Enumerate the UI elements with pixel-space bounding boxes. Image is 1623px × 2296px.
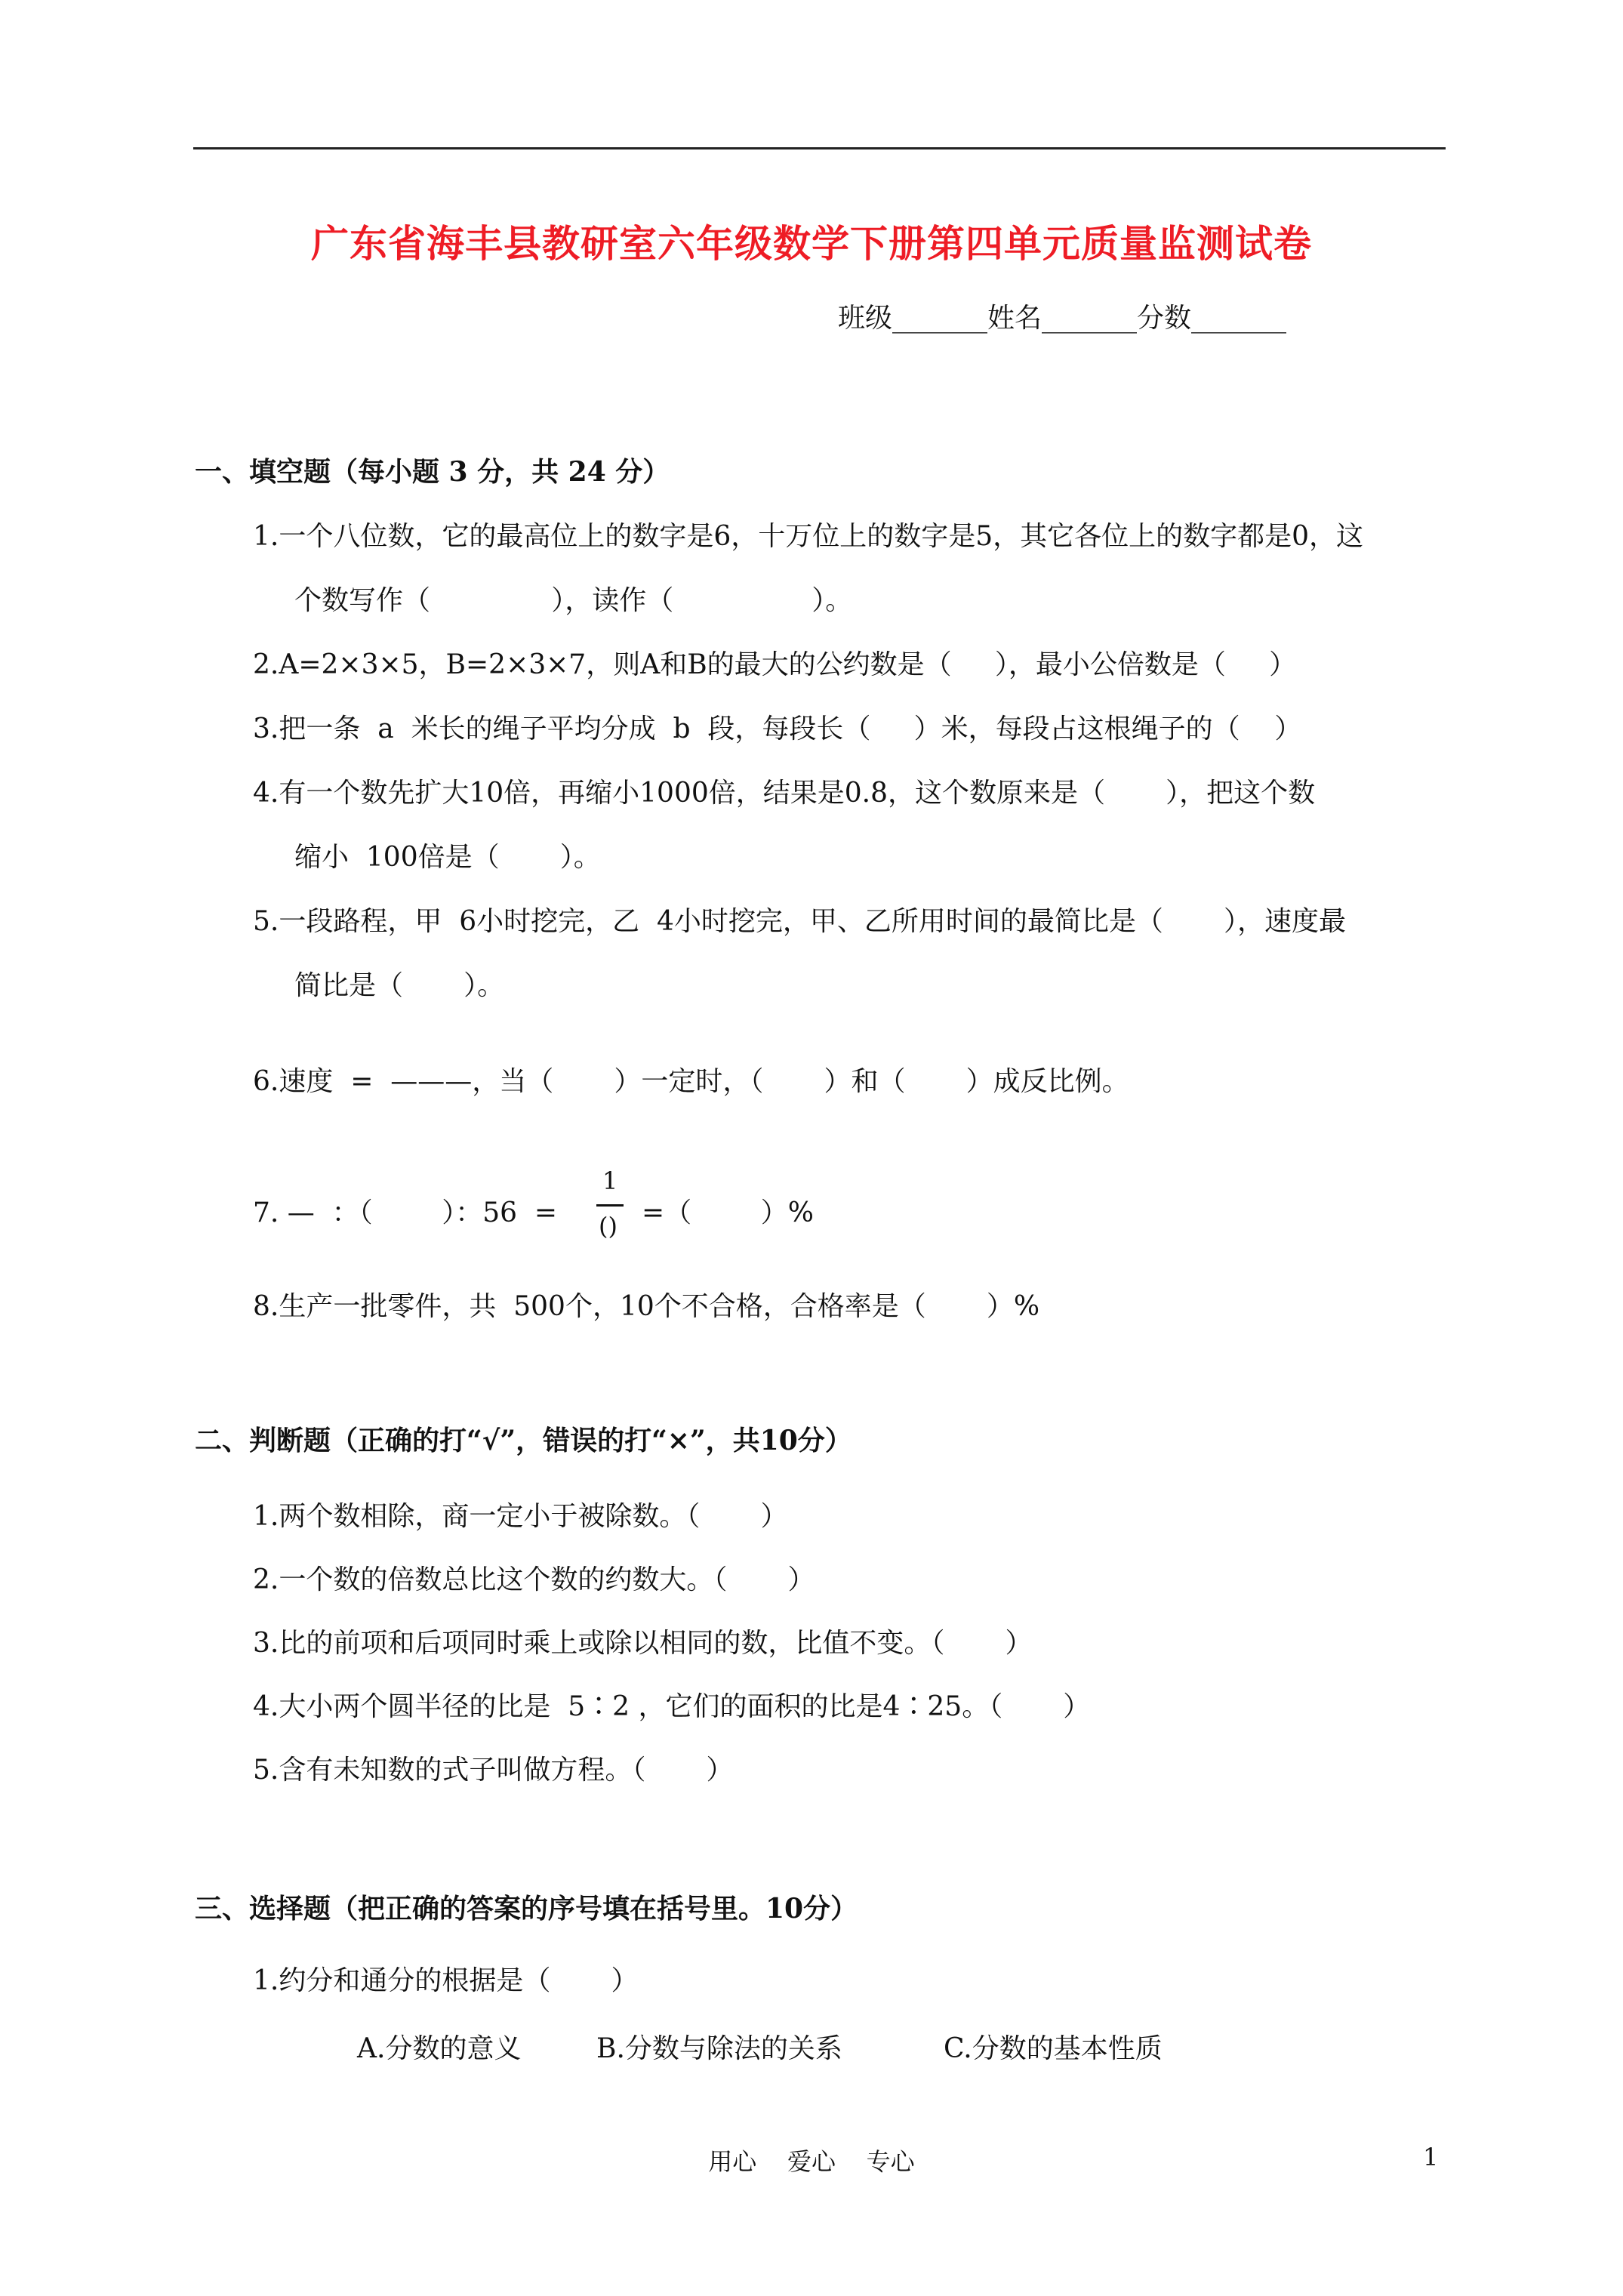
header-rule xyxy=(193,147,1446,149)
question-1-2: 2.A=2×3×5，B=2×3×7，则A和B的最大的公约数是（ ），最小公倍数是（ ） xyxy=(253,649,1297,680)
section-2-heading: 二、判断题（正确的打“√”，错误的打“×”，共10分） xyxy=(195,1425,852,1456)
question-1-7-fraction-denominator: () xyxy=(599,1212,617,1240)
question-2-5: 5.含有未知数的式子叫做方程。（ ） xyxy=(253,1755,734,1786)
question-2-1: 1.两个数相除，商一定小于被除数。（ ） xyxy=(253,1501,788,1532)
question-1-7-left: 7. — ：（ ）：56 = xyxy=(253,1197,558,1228)
question-3-1: 1.约分和通分的根据是（ ） xyxy=(253,1965,639,1996)
footer-motto: 用心 爱心 专心 xyxy=(708,2147,915,2176)
section-1-heading: 一、填空题（每小题 3 分，共 24 分） xyxy=(195,456,670,488)
question-1-4-line-1: 4.有一个数先扩大10倍，再缩小1000倍，结果是0.8，这个数原来是（ ），把这个数 xyxy=(253,778,1316,809)
question-1-7-fraction-numerator: 1 xyxy=(602,1166,618,1195)
question-1-5-line-2: 简比是（ ）。 xyxy=(294,970,505,1001)
question-1-8: 8.生产一批零件，共 500个，10个不合格，合格率是（ ）% xyxy=(253,1291,1040,1322)
question-1-6: 6.速度 = ———，当（ ）一定时，（ ）和（ ）成反比例。 xyxy=(253,1066,1129,1097)
question-1-1-line-1: 1.一个八位数，它的最高位上的数字是6，十万位上的数字是5，其它各位上的数字都是0，这 xyxy=(253,521,1364,552)
question-1-7-fraction-bar xyxy=(596,1204,624,1207)
question-1-7-right: =（ ）% xyxy=(642,1197,814,1228)
section-3-heading: 三、选择题（把正确的答案的序号填在括号里。10分） xyxy=(195,1893,858,1925)
question-1-1-line-2: 个数写作（ ），读作（ ）。 xyxy=(294,585,853,616)
question-2-2: 2.一个数的倍数总比这个数的约数大。（ ） xyxy=(253,1564,815,1595)
question-3-1-option-a: A.分数的意义 xyxy=(357,2033,522,2064)
page-number: 1 xyxy=(1423,2143,1439,2171)
page-title: 广东省海丰县教研室六年级数学下册第四单元质量监测试卷 xyxy=(311,221,1312,266)
student-info-fields: 班级_______姓名_______分数_______ xyxy=(838,303,1287,334)
question-3-1-option-c: C.分数的基本性质 xyxy=(944,2033,1163,2064)
question-3-1-option-b: B.分数与除法的关系 xyxy=(596,2033,842,2064)
question-2-4: 4.大小两个圆半径的比是 5∶2 ，它们的面积的比是4∶25。（ ） xyxy=(253,1691,1091,1722)
question-1-3: 3.把一条 a 米长的绳子平均分成 b 段，每段长（ ）米，每段占这根绳子的（ ） xyxy=(253,713,1302,744)
question-2-3: 3.比的前项和后项同时乘上或除以相同的数，比值不变。（ ） xyxy=(253,1628,1033,1659)
question-1-4-line-2: 缩小 100倍是（ ）。 xyxy=(294,842,601,873)
question-1-5-line-1: 5.一段路程，甲 6小时挖完，乙 4小时挖完，甲、乙所用时间的最简比是（ ），速度最 xyxy=(253,906,1347,937)
